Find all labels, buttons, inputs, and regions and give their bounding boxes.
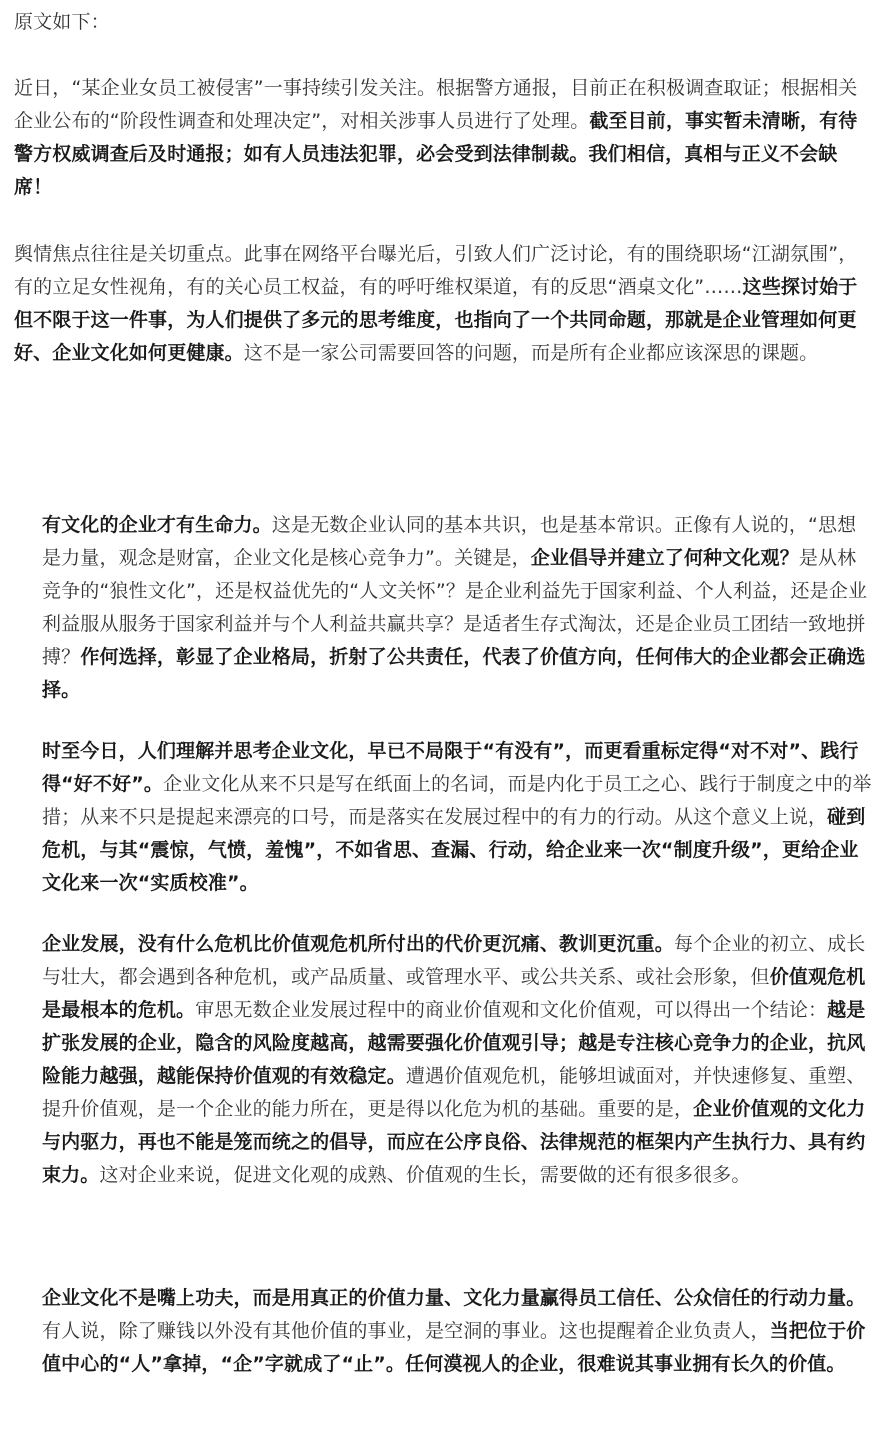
paragraph-4-segment-1: 时至今日，人们理解并思考企业文化，早已不局限于“有没有”，而更看重标定得“对不对”、践行得“好不好”。 (42, 740, 859, 795)
paragraph-5-segment-3: 价值观危机是最根本的危机。 (42, 966, 866, 1021)
paragraph-3-segment-5: 作何选择，彰显了企业格局，折射了公共责任，代表了价值方向，任何伟大的企业都会正确选择。 (42, 646, 866, 701)
paragraph-3-segment-1: 有文化的企业才有生命力。 (42, 514, 272, 536)
paragraph-1-segment-1: 近日，“某企业女员工被侵害”一事持续引发关注。根据警方通报，目前正在积极调查取证；根据相关企业公布的“阶段性调查和处理决定”，对相关涉事人员进行了处理。 (14, 77, 858, 132)
paragraph-5-segment-4: 审思无数企业发展过程中的商业价值观和文化价值观，可以得出一个结论： (195, 999, 828, 1021)
paragraph-5 (42, 928, 874, 1192)
paragraph-2 (14, 238, 874, 370)
paragraph-6-segment-2: 有人说，除了赚钱以外没有其他价值的事业，是空洞的事业。这也提醒着企业负责人， (42, 1320, 770, 1342)
paragraph-3 (42, 509, 874, 707)
paragraph-5-segment-6: 遭遇价值观危机，能够坦诚面对，并快速修复、重塑、提升价值观，是一个企业的能力所在，更是得以化危为机的基础。重要的是， (42, 1065, 866, 1120)
paragraph-5-segment-5: 越是扩张发展的企业，隐含的风险度越高，越需要强化价值观引导；越是专注核心竞争力的企业，抗风险能力越强，越能保持价值观的有效稳定。 (42, 999, 866, 1087)
paragraph-2-segment-2: 这些探讨始于但不限于这一件事，为人们提供了多元的思考维度，也指向了一个共同命题，那就是企业管理如何更好、企业文化如何更健康。 (14, 276, 858, 364)
paragraph-5-segment-8: 这对企业来说，促进文化观的成熟、价值观的生长，需要做的还有很多很多。 (99, 1164, 751, 1186)
paragraph-3-segment-4: 是从林竞争的“狼性文化”，还是权益优先的“人文关怀”？是企业利益先于国家利益、个人利益，还是企业利益服从服务于国家利益并与个人利益共赢共享？是适者生存式淘汰，还是企业员工团结一致地拼搏？ (42, 547, 868, 668)
paragraph-6 (42, 1282, 874, 1381)
paragraph-3-segment-2: 这是无数企业认同的基本共识，也是基本常识。正像有人说的，“思想是力量，观念是财富，企业文化是核心竞争力”。关键是， (42, 514, 857, 569)
paragraph-3-segment-3: 企业倡导并建立了何种文化观？ (530, 547, 799, 569)
paragraph-5-segment-7: 企业价值观的文化力与内驱力，再也不能是笼而统之的倡导，而应在公序良俗、法律规范的框架内产生执行力、具有约束力。 (42, 1098, 866, 1186)
paragraph-4 (42, 735, 874, 900)
paragraph-1 (14, 72, 874, 204)
paragraph-2-segment-3: 这不是一家公司需要回答的问题，而是所有企业都应该深思的课题。 (243, 342, 819, 364)
paragraph-5-segment-1: 企业发展，没有什么危机比价值观危机所付出的代价更沉痛、教训更沉重。 (42, 933, 674, 955)
paragraph-4-segment-3: 碰到危机，与其“震惊，气愤，羞愧”，不如省思、查漏、行动，给企业来一次“制度升级”，更给企业文化来一次“实质校准”。 (42, 806, 866, 894)
intro-text: 原文如下： (14, 11, 110, 33)
paragraph-5-segment-2: 每个企业的初立、成长与壮大，都会遇到各种危机，或产品质量、或管理水平、或公共关系、或社会形象，但 (42, 933, 866, 988)
paragraph-1-segment-2: 截至目前，事实暂未清晰，有待警方权威调查后及时通报；如有人员违法犯罪，必会受到法律制裁。我们相信，真相与正义不会缺席！ (14, 110, 858, 198)
paragraph-2-segment-1: 舆情焦点往往是关切重点。此事在网络平台曝光后，引致人们广泛讨论，有的围绕职场“江湖氛围”，有的立足女性视角，有的关心员工权益，有的呼吁维权渠道，有的反思“酒桌文化”…… (14, 243, 858, 298)
paragraph-6-segment-3: 当把位于价值中心的“人”拿掉，“企”字就成了“止”。任何漠视人的企业，很难说其事业拥有长久的价值。 (42, 1320, 866, 1375)
paragraph-6-segment-1: 企业文化不是嘴上功夫，而是用真正的价值力量、文化力量赢得员工信任、公众信任的行动力量。 (42, 1287, 866, 1309)
paragraph-4-segment-2: 企业文化从来不只是写在纸面上的名词，而是内化于员工之心、践行于制度之中的举措；从来不只是提起来漂亮的口号，而是落实在发展过程中的有力的行动。从这个意义上说， (42, 773, 872, 828)
